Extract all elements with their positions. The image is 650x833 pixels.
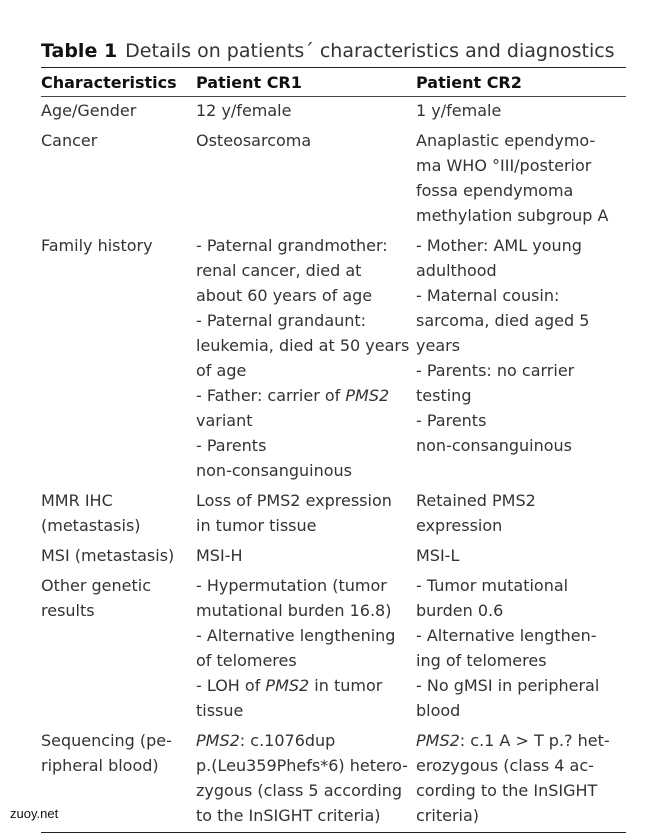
cell-line: p.(Leu359Phefs*6) hetero- [196, 756, 408, 775]
cell-line: fossa ependymoma [416, 181, 574, 200]
table-row [41, 487, 626, 542]
cell-line: Loss of PMS2 expression [196, 491, 392, 510]
table-cell [416, 542, 626, 572]
table-cell [416, 97, 626, 128]
cell-line: ripheral blood) [41, 756, 159, 775]
document-page [41, 38, 626, 833]
cell-line: PMS2: c.1 A > T p.? het- [416, 731, 610, 750]
table-label: Table 1 [41, 40, 118, 62]
table-cell [41, 487, 196, 542]
cell-line: Other genetic [41, 576, 152, 595]
cell-line: testing [416, 386, 472, 405]
cell-line: - Alternative lengthening [196, 626, 396, 645]
cell-line: - Paternal grandmother: [196, 236, 388, 255]
cell-line: renal cancer, died at [196, 261, 362, 280]
cell-line: - Mother: AML young [416, 236, 582, 255]
table-row [41, 542, 626, 572]
cell-line: - Parents: no carrier [416, 361, 575, 380]
watermark: zuoy.net [10, 806, 59, 821]
cell-line: expression [416, 516, 503, 535]
cell-line: Sequencing (pe- [41, 731, 172, 750]
cell-line: blood [416, 701, 461, 720]
cell-line: ing of telomeres [416, 651, 547, 670]
cell-line: sarcoma, died aged 5 [416, 311, 590, 330]
table-cell [41, 97, 196, 128]
table-row [41, 232, 626, 487]
cell-line: non-consanguinous [196, 461, 352, 480]
table-cell [416, 127, 626, 232]
cell-line: Cancer [41, 131, 98, 150]
cell-line: MSI-H [196, 546, 243, 565]
cell-line: in tumor tissue [196, 516, 317, 535]
table-title [41, 38, 626, 64]
cell-line: - Tumor mutational [416, 576, 569, 595]
cell-line: (metastasis) [41, 516, 141, 535]
table-cell [41, 232, 196, 487]
cell-line: 12 y/female [196, 101, 292, 120]
cell-line: - Parents [196, 436, 267, 455]
cell-line: - No gMSI in peripheral [416, 676, 600, 695]
table-cell [196, 232, 416, 487]
cell-line: MMR IHC [41, 491, 113, 510]
table-cell [41, 127, 196, 232]
cell-line: PMS2: c.1076dup [196, 731, 336, 750]
cell-line: 1 y/female [416, 101, 502, 120]
table-cell [416, 487, 626, 542]
table-cell [41, 542, 196, 572]
cell-line: tissue [196, 701, 244, 720]
table-cell [196, 542, 416, 572]
table-row [41, 572, 626, 727]
table-cell [196, 97, 416, 128]
cell-line: Osteosarcoma [196, 131, 312, 150]
cell-line: zygous (class 5 according [196, 781, 403, 800]
table-row [41, 727, 626, 833]
cell-line: of telomeres [196, 651, 297, 670]
cell-line: methylation subgroup A [416, 206, 609, 225]
table-cell [416, 572, 626, 727]
cell-line: Family history [41, 236, 153, 255]
cell-line: MSI (metastasis) [41, 546, 175, 565]
patients-table [41, 68, 626, 833]
cell-line: cording to the InSIGHT [416, 781, 598, 800]
cell-line: mutational burden 16.8) [196, 601, 392, 620]
table-caption: Details on patients´ characteristics and diagnostics [125, 40, 615, 62]
cell-line: - Paternal grandaunt: [196, 311, 367, 330]
cell-line: criteria) [416, 806, 480, 825]
cell-line: leukemia, died at 50 years [196, 336, 410, 355]
table-cell [416, 727, 626, 833]
table-cell [196, 727, 416, 833]
cell-line: Age/Gender [41, 101, 137, 120]
table-row [41, 127, 626, 232]
cell-line: - LOH of PMS2 in tumor [196, 676, 383, 695]
cell-line: - Hypermutation (tumor [196, 576, 387, 595]
table-cell [196, 487, 416, 542]
cell-line: Anaplastic ependymo- [416, 131, 596, 150]
cell-line: to the InSIGHT criteria) [196, 806, 381, 825]
cell-line: - Alternative lengthen- [416, 626, 597, 645]
cell-line: - Maternal cousin: [416, 286, 560, 305]
header-characteristics: Characteristics [41, 68, 196, 97]
cell-line: non-consanguinous [416, 436, 572, 455]
cell-line: erozygous (class 4 ac- [416, 756, 594, 775]
table-row [41, 97, 626, 128]
cell-line: adulthood [416, 261, 497, 280]
cell-line: burden 0.6 [416, 601, 504, 620]
table-cell [416, 232, 626, 487]
cell-line: - Parents [416, 411, 487, 430]
cell-line: - Father: carrier of PMS2 [196, 386, 390, 405]
cell-line: MSI-L [416, 546, 460, 565]
table-cell [41, 572, 196, 727]
header-row [41, 68, 626, 97]
header-patient-cr1: Patient CR1 [196, 68, 416, 97]
table-cell [41, 727, 196, 833]
header-patient-cr2: Patient CR2 [416, 68, 626, 97]
cell-line: results [41, 601, 95, 620]
cell-line: years [416, 336, 461, 355]
cell-line: Retained PMS2 [416, 491, 536, 510]
cell-line: about 60 years of age [196, 286, 373, 305]
table-cell [196, 572, 416, 727]
cell-line: of age [196, 361, 247, 380]
cell-line: ma WHO °III/posterior [416, 156, 592, 175]
cell-line: variant [196, 411, 253, 430]
table-cell [196, 127, 416, 232]
